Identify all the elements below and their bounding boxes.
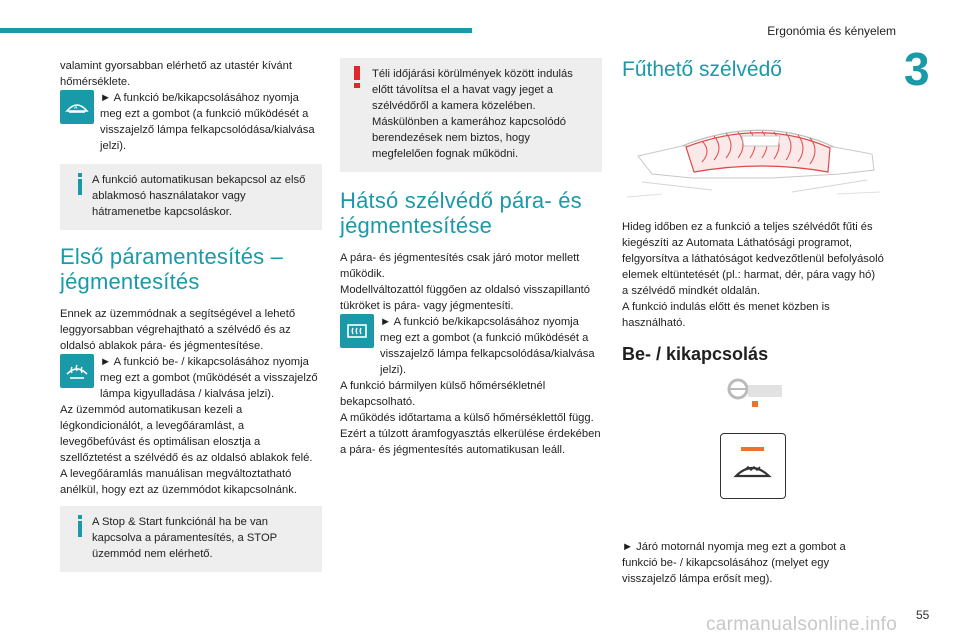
rear-demisting-auto-stop-text: Ezért a túlzott áramfogyasztás elkerülése érdekében a pára- és jégmentesítés automatikusan leáll. [340, 428, 601, 456]
rear-demisting-mirrors-text: Modellváltozattól függően az oldalsó visszapillantó tükröket is pára- vagy jégmentesíti. [340, 284, 591, 312]
front-demist-instruction [60, 354, 322, 402]
svg-text:A: A [74, 105, 78, 111]
info-box-stop-start [60, 506, 322, 572]
front-demisting-auto-text: Az üzemmód automatikusan kezeli a légkondicionálót, a levegőáramlást, a levegőbefúvást és optimálisan elosztja a szellőztetést a szélvédő és az oldalsó ablakok felé. [60, 404, 313, 464]
auto-program-instruction-text: ► A funkció be/kikapcsolásához nyomja meg ezt a gombot (a funkció működését a visszajelző lámpa felkapcsolódása/kialvása jelzi). [100, 92, 315, 152]
heated-windscreen-instruction: ► Járó motornál nyomja meg ezt a gombot a funkció be- / kikapcsolásához (melyet egy visszajelző lámpa erősít meg). [622, 541, 846, 585]
auto-program-instruction [60, 90, 322, 154]
rear-demist-instruction-text: ► A funkció be/kikapcsolásához nyomja meg ezt a gombot (a funkció működését a visszajelző lámpa felkapcsolódása/kialvása jelzi). [380, 316, 595, 376]
rear-demist-instruction [340, 314, 602, 378]
warning-box-camera-text: Téli időjárási körülmények között indulás előtt távolítsa el a havat vagy jeget a szélvédőről a kamera közelében. Máskülönben a kamerához kapcsolódó berendezések nem biztos, hogy megfelelően fognak működni. [372, 68, 573, 160]
info-box-stop-start-text: A Stop & Start funkciónál ha be van kapcsolva a páramentesítés, a STOP üzemmód nem elérhető. [92, 516, 277, 560]
heading-front-demisting: Első páramentesítés – jégmentesítés [60, 244, 284, 294]
watermark: carmanualsonline.info [706, 614, 898, 635]
rear-demisting-temperature-text: A funkció bármilyen külső hőmérsékletnél bekapcsolható. [340, 380, 546, 408]
front-demist-instruction-text: ► A funkció be- / kikapcsolásához nyomja meg ezt a gombot (működését a visszajelző lámpa kigyulladása / kialvása jelzi). [100, 356, 318, 400]
heading-rear-demisting: Hátsó szélvédő pára- és jégmentesítése [340, 188, 582, 238]
column-middle [340, 58, 602, 458]
heading-heated-windscreen: Fűthető szélvédő [622, 58, 782, 81]
front-demisting-manual-text: A levegőáramlás manuálisan megváltoztatható anélkül, hogy ezt az üzemmódot kikapcsolnánk. [60, 468, 297, 496]
rear-demist-button-icon [340, 314, 374, 348]
heading-on-off: Be- / kikapcsolás [622, 344, 769, 364]
heated-windscreen-button-icon [721, 434, 784, 497]
warning-icon [354, 66, 360, 88]
heated-windscreen-button[interactable] [720, 433, 786, 499]
column-right [622, 58, 884, 587]
rear-demisting-engine-text: A pára- és jégmentesítés csak járó motor mellett működik. [340, 252, 580, 280]
info-box-auto-activation-text: A funkció automatikusan bekapcsol az első ablakmosó használatakor vagy hátramenetbe kapcsoláskor. [92, 174, 306, 218]
page-number: 55 [916, 608, 930, 622]
info-icon [70, 515, 90, 537]
heated-windscreen-illustration [622, 100, 884, 200]
header-accent-bar [0, 28, 472, 33]
info-icon [70, 173, 90, 195]
warning-box-camera [340, 58, 602, 172]
intro-paragraph: valamint gyorsabban elérhető az utastér kívánt hőmérséklete. [60, 60, 292, 88]
heated-windscreen-description: Hideg időben ez a funkció a teljes szélvédőt fűti és kiegészíti az Automata Láthatósági programot, felgyorsítva a láthatóságot kedvezőtlenül befolyásoló elemek eltüntetését (pl.: harmat, dér, pára vagy hó) a szélvédő mindkét oldalán. [622, 221, 884, 297]
chapter-number: 3 [904, 43, 930, 95]
heated-windscreen-usage: A funkció indulás előtt és menet közben is használható. [622, 301, 830, 329]
heated-windscreen-switch-illustration [622, 377, 884, 527]
front-demisting-intro: Ennek az üzemmódnak a segítségével a lehető leggyorsabban végrehajtható a szélvédő és az oldalsó ablakok pára- és jégmentesítése. [60, 308, 296, 352]
rear-demisting-duration-text: A működés időtartama a külső hőmérséklettől függ. [340, 412, 594, 424]
column-left [60, 58, 322, 582]
section-title: Ergonómia és kényelem [767, 24, 896, 38]
auto-visibility-button-icon [60, 90, 94, 124]
front-demist-button-icon [60, 354, 94, 388]
dashboard-icon [718, 377, 790, 411]
info-box-auto-activation [60, 164, 322, 230]
